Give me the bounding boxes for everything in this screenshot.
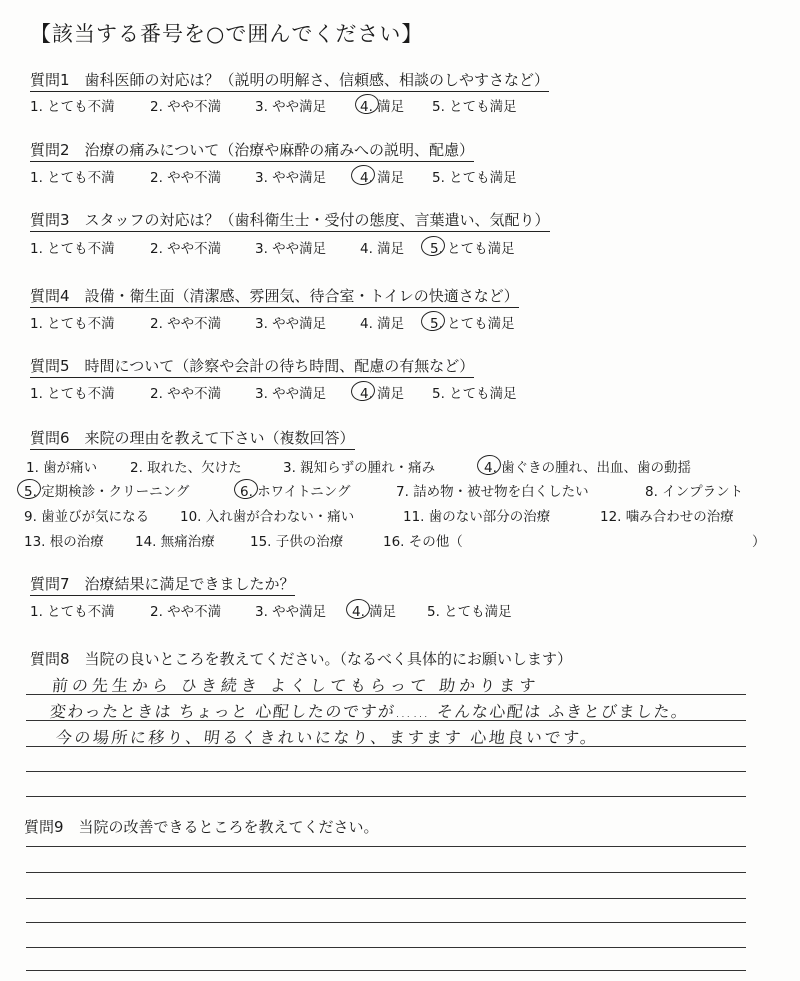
answer-line [26, 947, 746, 948]
q5-option-1[interactable]: 1. とても不満 [30, 386, 115, 402]
q6-option-11[interactable]: 11. 歯のない部分の治療 [403, 509, 551, 525]
page-title: 【該当する番号を○で囲んでください】 [30, 22, 424, 46]
q2-option-1[interactable]: 1. とても不満 [30, 170, 115, 186]
q6-option-12[interactable]: 12. 噛み合わせの治療 [600, 509, 734, 525]
q3-option-2[interactable]: 2. やや不満 [150, 241, 222, 257]
question-6-heading: 質問6 来院の理由を教えて下さい（複数回答） [30, 427, 355, 450]
q6-option-13[interactable]: 13. 根の治療 [24, 534, 104, 550]
q6-option-7[interactable]: 7. 詰め物・被せ物を白くしたい [396, 484, 589, 500]
q6-option-1[interactable]: 1. 歯が痛い [26, 460, 98, 476]
q4-option-5[interactable]: 5. とても満足 [430, 316, 515, 332]
q5-option-5[interactable]: 5. とても満足 [432, 386, 517, 402]
q7-option-3[interactable]: 3. やや満足 [255, 604, 327, 620]
q5-option-2[interactable]: 2. やや不満 [150, 386, 222, 402]
q2-option-5[interactable]: 5. とても満足 [432, 170, 517, 186]
question-4-heading: 質問4 設備・衛生面（清潔感、雰囲気、待合室・トイレの快適さなど） [30, 285, 519, 308]
q6-option-3[interactable]: 3. 親知らずの腫れ・痛み [283, 460, 436, 476]
q7-option-4[interactable]: 4. 満足 [352, 604, 397, 620]
answer-line [26, 922, 746, 923]
answer-line [26, 872, 746, 873]
q1-option-3[interactable]: 3. やや満足 [255, 99, 327, 115]
handwritten-answer-line-1: 前の先生から ひき続き よくしてもらって 助かります [50, 676, 541, 695]
q4-option-1[interactable]: 1. とても不満 [30, 316, 115, 332]
q5-option-4[interactable]: 4. 満足 [360, 386, 405, 402]
q6-option-15[interactable]: 15. 子供の治療 [250, 534, 344, 550]
answer-line [26, 771, 746, 772]
question-1-heading: 質問1 歯科医師の対応は？（説明の明解さ、信頼感、相談のしやすさなど） [30, 69, 549, 92]
handwritten-answer-line-3: 今の場所に移り、明るくきれいになり、ますます 心地良いです。 [54, 728, 600, 747]
q6-option-5[interactable]: 5. 定期検診・クリーニング [24, 484, 190, 500]
question-3-heading: 質問3 スタッフの対応は？（歯科衛生士・受付の態度、言葉遣い、気配り） [30, 209, 550, 232]
q7-option-1[interactable]: 1. とても不満 [30, 604, 115, 620]
q6-option-4[interactable]: 4. 歯ぐきの腫れ、出血、歯の動揺 [484, 460, 691, 476]
q1-option-5[interactable]: 5. とても満足 [432, 99, 517, 115]
q6-option-2[interactable]: 2. 取れた、欠けた [130, 460, 242, 476]
q6-option-14[interactable]: 14. 無痛治療 [135, 534, 215, 550]
q3-option-1[interactable]: 1. とても不満 [30, 241, 115, 257]
answer-line [26, 970, 746, 971]
question-8-heading: 質問8 当院の良いところを教えてください。（なるべく具体的にお願いします） [30, 650, 573, 668]
question-2-heading: 質問2 治療の痛みについて（治療や麻酔の痛みへの説明、配慮） [30, 139, 474, 162]
q4-option-3[interactable]: 3. やや満足 [255, 316, 327, 332]
q1-option-4[interactable]: 4. 満足 [360, 99, 405, 115]
q6-option-10[interactable]: 10. 入れ歯が合わない・痛い [180, 509, 355, 525]
q7-option-2[interactable]: 2. やや不満 [150, 604, 222, 620]
answer-line [26, 796, 746, 797]
q6-option-16-close-paren: ） [752, 534, 766, 550]
q2-option-3[interactable]: 3. やや満足 [255, 170, 327, 186]
q3-option-4[interactable]: 4. 満足 [360, 241, 405, 257]
q2-option-4[interactable]: 4. 満足 [360, 170, 405, 186]
q6-option-8[interactable]: 8. インプラント [645, 484, 744, 500]
q3-option-3[interactable]: 3. やや満足 [255, 241, 327, 257]
q3-option-5[interactable]: 5. とても満足 [430, 241, 515, 257]
question-5-heading: 質問5 時間について（診察や会計の待ち時間、配慮の有無など） [30, 355, 474, 378]
q2-option-2[interactable]: 2. やや不満 [150, 170, 222, 186]
q6-option-6[interactable]: 6. ホワイトニング [240, 484, 351, 500]
q7-option-5[interactable]: 5. とても満足 [427, 604, 512, 620]
handwritten-answer-line-2: 変わったときは ちょっと 心配したのですが…… そんな心配は ふきとびました。 [48, 702, 690, 721]
q1-option-1[interactable]: 1. とても不満 [30, 99, 115, 115]
question-7-heading: 質問7 治療結果に満足できましたか？ [30, 573, 295, 596]
q6-option-9[interactable]: 9. 歯並びが気になる [24, 509, 150, 525]
answer-line [26, 846, 746, 847]
q1-option-2[interactable]: 2. やや不満 [150, 99, 222, 115]
q4-option-2[interactable]: 2. やや不満 [150, 316, 222, 332]
q5-option-3[interactable]: 3. やや満足 [255, 386, 327, 402]
q6-option-16[interactable]: 16. その他（ [383, 534, 463, 550]
answer-line [26, 898, 746, 899]
q4-option-4[interactable]: 4. 満足 [360, 316, 405, 332]
question-9-heading: 質問9 当院の改善できるところを教えてください。 [24, 818, 379, 836]
